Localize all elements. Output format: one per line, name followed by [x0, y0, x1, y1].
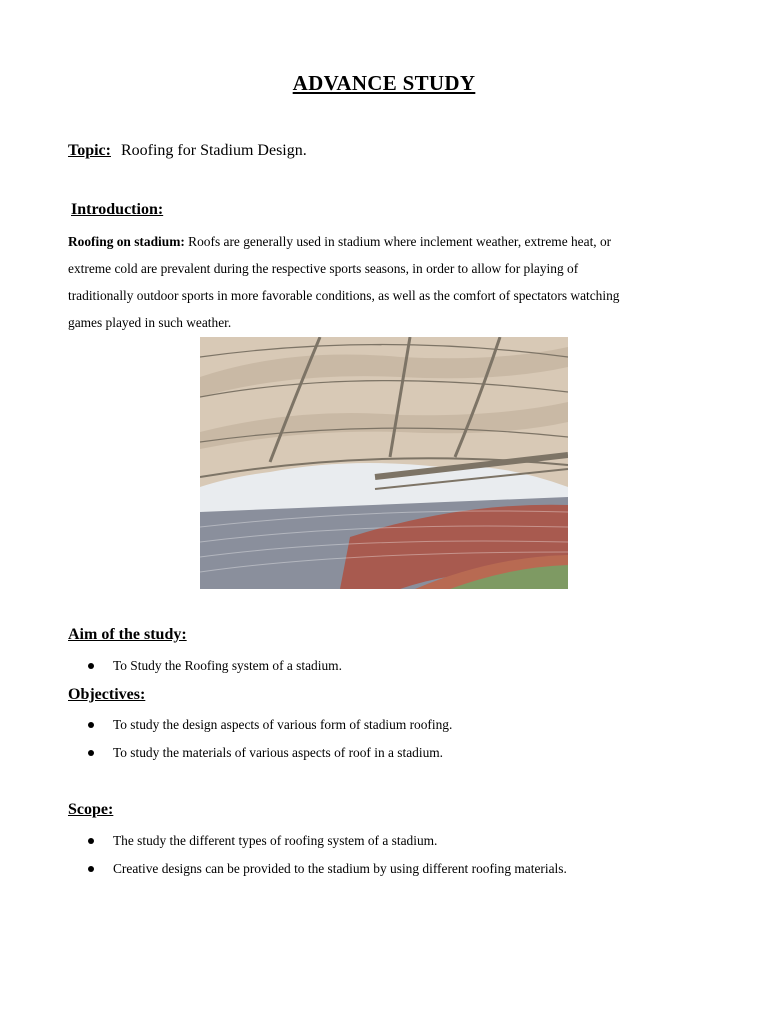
list-item: [0, 743, 452, 771]
objectives-heading: Objectives:: [68, 686, 146, 703]
list-item-text: To Study the Roofing system of a stadium.: [113, 658, 342, 673]
bullet-dot-icon: [88, 722, 94, 728]
stadium-roof-photo: [200, 337, 568, 589]
topic-line: [68, 142, 307, 160]
bullet-dot-icon: [88, 663, 94, 669]
introduction-line: [68, 228, 696, 255]
document-title: ADVANCE STUDY: [292, 71, 476, 95]
scope-list: [0, 831, 567, 887]
topic-label: Topic:: [68, 142, 111, 159]
introduction-line-text: Roofs are generally used in stadium where inclement weather, extreme heat, or: [184, 234, 612, 249]
bullet-dot-icon: [88, 750, 94, 756]
scope-heading: Scope:: [68, 801, 114, 818]
introduction-line: traditionally outdoor sports in more favorable conditions, as well as the comfort of spectators watching: [68, 288, 620, 303]
list-item: [0, 715, 452, 743]
bullet-dot-icon: [88, 838, 94, 844]
aim-list: [0, 656, 342, 684]
list-item-text: To study the design aspects of various form of stadium roofing.: [113, 717, 453, 732]
list-item: [0, 859, 567, 887]
aim-heading: Aim of the study:: [68, 626, 187, 643]
list-item: [0, 656, 342, 684]
stadium-roof-illustration: [200, 337, 568, 589]
objectives-list: [0, 715, 452, 771]
introduction-paragraph: [68, 228, 696, 336]
list-item-text: The study the different types of roofing system of a stadium.: [113, 833, 438, 848]
introduction-line: extreme cold are prevalent during the respective sports seasons, in order to allow for playing of: [68, 261, 579, 276]
introduction-lead-label: Roofing on stadium:: [68, 234, 185, 249]
topic-value: Roofing for Stadium Design.: [120, 142, 307, 159]
introduction-line: games played in such weather.: [68, 315, 232, 330]
list-item-text: To study the materials of various aspects of roof in a stadium.: [113, 745, 444, 760]
list-item: [0, 831, 567, 859]
introduction-heading: Introduction:: [71, 201, 164, 218]
bullet-dot-icon: [88, 866, 94, 872]
list-item-text: Creative designs can be provided to the stadium by using different roofing materials.: [113, 861, 567, 876]
